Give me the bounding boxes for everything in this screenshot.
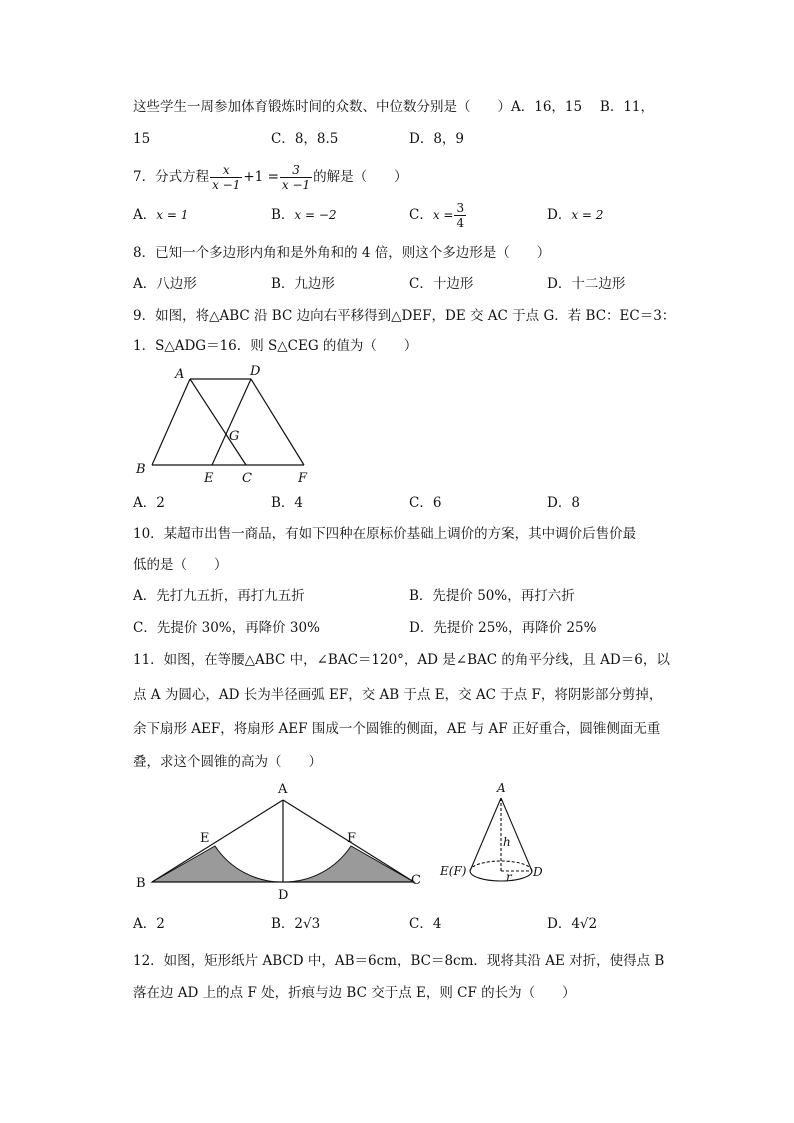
q11-cone-label-d: D — [533, 865, 543, 879]
q9-text-line2: 1．S△ADG＝16．则 S△CEG 的值为（ ） — [133, 338, 418, 354]
q8-option-a: A．八边形 — [133, 276, 197, 292]
q8-option-d: D．十二边形 — [547, 276, 626, 292]
q11-text-line3: 余下扇形 AEF，将扇形 AEF 围成一个圆锥的侧面，AE 与 AF 正好重合，圆锥侧面无重 — [133, 721, 661, 737]
q11-option-c: C．4 — [409, 916, 442, 932]
q7-frac2-numerator: 3 — [280, 163, 312, 178]
q8-option-c: C．十边形 — [409, 276, 474, 292]
q7-frac1-numerator: x — [210, 163, 242, 178]
q9-label-c: C — [242, 471, 252, 486]
q11-label-a: A — [278, 782, 288, 797]
q9-label-d: D — [250, 364, 261, 379]
q10-option-d: D．先提价 25%，再降价 25% — [409, 620, 597, 636]
q11-label-c: C — [411, 873, 421, 888]
q11-label-d: D — [278, 888, 289, 903]
q7-middle: +1 = — [243, 169, 279, 185]
q9-option-b: B．4 — [271, 495, 304, 511]
q11-text-line4: 叠，求这个圆锥的高为（ ） — [133, 754, 322, 770]
q11-text-line2: 点 A 为圆心，AD 长为半径画弧 EF，交 AB 于点 E，交 AC 于点 F，将阴影部分剪掉， — [133, 687, 663, 703]
q7-option-c-label: C． — [409, 207, 433, 223]
q9-option-c: C．6 — [409, 495, 442, 511]
q7-option-b-label: B． — [271, 207, 295, 223]
q7-option-b-value: x = −2 — [294, 208, 337, 222]
q12-text-line1: 12．如图，矩形纸片 ABCD 中，AB＝6cm，BC＝8cm．现将其沿 AE 对折，使得点 B — [133, 953, 665, 969]
q11-option-d: D．4√2 — [547, 916, 598, 932]
q11-label-e: E — [200, 831, 210, 846]
q11-cone-side-left — [470, 798, 501, 871]
q11-cone-base-front — [470, 871, 532, 881]
q11-label-b: B — [136, 876, 146, 891]
q7-option-a-value: x = 1 — [156, 208, 189, 222]
q9-label-f: F — [298, 471, 308, 486]
q7-option-d-value: x = 2 — [571, 208, 604, 222]
q7-option-c-prefix: x = — [432, 208, 454, 222]
q11-cone-label-a: A — [497, 781, 506, 795]
q11-cone-label-ef: E(F) — [440, 864, 467, 878]
q10-option-a: A．先打九五折，再打九五折 — [133, 588, 305, 604]
q9-label-g: G — [229, 429, 240, 444]
q7-frac2-denominator: x −1 — [281, 178, 311, 192]
q7-suffix: 的解是（ ） — [313, 169, 408, 185]
q8-option-b: B．九边形 — [271, 276, 335, 292]
q7-prefix: 7．分式方程 — [133, 169, 210, 185]
q10-option-b: B．先提价 50%，再打六折 — [409, 588, 575, 604]
q6-option-c: C．8，8.5 — [271, 131, 339, 147]
q8-question: 8．已知一个多边形内角和是外角和的 4 倍，则这个多边形是（ ） — [133, 245, 551, 261]
q12-text-line2: 落在边 AD 上的点 F 处，折痕与边 BC 交于点 E，则 CF 的长为（ ） — [133, 985, 576, 1001]
q11-option-a: A．2 — [133, 916, 165, 932]
q10-option-c: C．先提价 30%，再降价 30% — [133, 620, 320, 636]
q9-label-b: B — [136, 462, 146, 477]
q9-option-d: D．8 — [547, 495, 580, 511]
q7-option-c-denominator: 4 — [456, 216, 465, 230]
q7-option-c-numerator: 3 — [456, 201, 465, 215]
q9-label-a: A — [175, 367, 185, 382]
q11-cone-label-h: h — [503, 835, 511, 849]
q6-option-d: D．8，9 — [409, 131, 465, 147]
q11-text-line1: 11．如图，在等腰△ABC 中，∠BAC＝120°，AD 是∠BAC 的角平分线，且 AD＝6，以 — [133, 652, 670, 668]
q10-text-line2: 低的是（ ） — [133, 557, 228, 573]
q9-text-line1: 9．如图，将△ABC 沿 BC 边向右平移得到△DEF，DE 交 AC 于点 G．若 BC：EC＝3： — [133, 308, 676, 324]
q11-option-b: B．2√3 — [271, 916, 321, 932]
q6-text-line1: 这些学生一周参加体育锻炼时间的众数、中位数分别是（ ）A．16，15 B．11， — [133, 99, 654, 115]
q9-label-e: E — [204, 471, 214, 486]
q10-text-line1: 10．某超市出售一商品，有如下四种在原标价基础上调价的方案，其中调价后售价最 — [133, 526, 637, 542]
q11-cone-label-r: r — [506, 870, 512, 884]
q7-option-d-label: D． — [547, 207, 572, 223]
q9-option-a: A．2 — [133, 495, 165, 511]
q7-option-a-label: A． — [133, 207, 157, 223]
q6-text-line2: 15 — [133, 131, 151, 147]
q11-label-f: F — [347, 831, 357, 846]
q7-frac1-denominator: x −1 — [212, 178, 241, 192]
